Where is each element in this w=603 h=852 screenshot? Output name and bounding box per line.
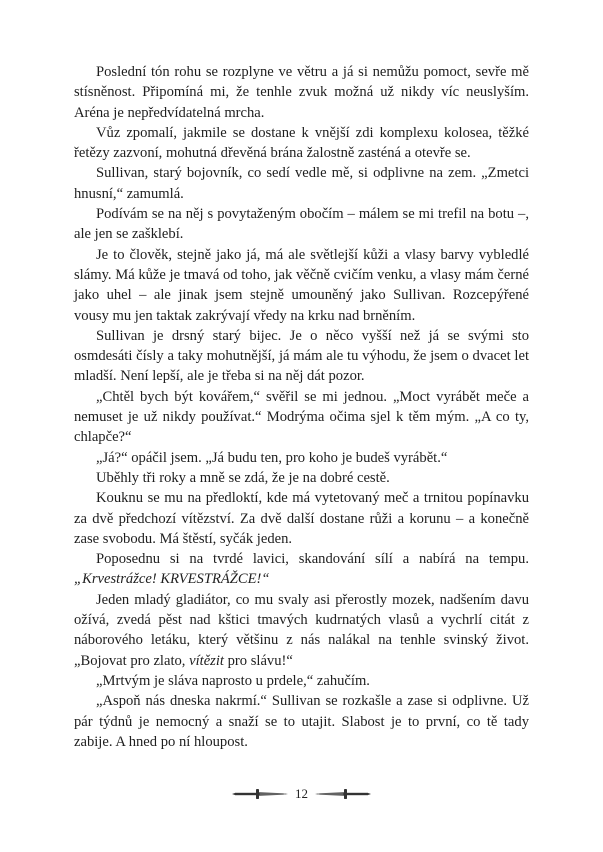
text-run: Kouknu se mu na předloktí, kde má vytetovaný meč a trnitou popínavku za dvě předchozí vítězství. Za dvě další dostane růži a korunu – a konečně zase svobodu. Má štěstí, syčák jeden. bbox=[74, 490, 529, 547]
text-run: Sullivan, starý bojovník, co sedí vedle mě, si odplivne na zem. „Zmetci hnusní,“ zamumlá. bbox=[74, 165, 529, 202]
page-number: 12 bbox=[295, 786, 308, 801]
text-run: Podívám se na něj s povytaženým obočím – málem se mi trefil na botu –, ale jen se zašklebí. bbox=[74, 206, 529, 243]
text-run: pro slávu!“ bbox=[223, 652, 293, 669]
italic-text-run: „Krvestrážce! KRVESTRÁŽCE!“ bbox=[74, 571, 270, 588]
paragraph bbox=[74, 123, 529, 164]
paragraph bbox=[74, 245, 529, 326]
text-run: Jeden mladý gladiátor, co mu svaly asi přerostly mozek, nadšením davu ožívá, zvedá pěst nad kštici tmavých kudrnatých vlasů a vychrlí citát z náborového letáku, který většinu z nás nalákal na tenhle svinský život. „Bojovat pro zlato, bbox=[74, 591, 529, 669]
sword-ornament-right-icon bbox=[314, 787, 372, 801]
paragraph bbox=[74, 549, 529, 590]
italic-text-run: vítězit bbox=[189, 652, 224, 669]
text-run: Uběhly tři roky a mně se zdá, že je na dobré cestě. bbox=[96, 469, 390, 486]
paragraph bbox=[74, 488, 529, 549]
paragraph bbox=[74, 671, 529, 691]
text-run: Je to člověk, stejně jako já, má ale světlejší kůži a vlasy barvy vybledlé slámy. Má kůže je tmavá od toho, jak věčně cvičím venku, a vlasy mám černé jako uhel – ale jinak jsem stejně umouněný jako Sullivan. Rozcepýřené vousy mu jen taktak zakrývají vředy na krku nad brněním. bbox=[74, 246, 529, 324]
paragraph bbox=[74, 590, 529, 671]
paragraph bbox=[74, 468, 529, 488]
text-run: Vůz zpomalí, jakmile se dostane k vnější zdi komplexu kolosea, těžké řetězy zazvoní, mohutná dřevěná brána žalostně zasténá a otevře se. bbox=[74, 124, 529, 162]
paragraph bbox=[74, 387, 529, 448]
paragraph bbox=[74, 691, 529, 752]
sword-ornament-left-icon bbox=[231, 787, 289, 801]
text-run: „Chtěl bych být kovářem,“ svěřil se mi jednou. „Moct vyrábět meče a nemuset je už nikdy používat.“ Modrýma očima sjel k těm mým. „A co ty, chlapče?“ bbox=[74, 388, 529, 446]
paragraph bbox=[74, 448, 529, 468]
paragraph bbox=[74, 326, 529, 387]
text-run: Poposednu si na tvrdé lavici, skandování sílí a nabírá na tempu. bbox=[96, 551, 529, 568]
paragraph bbox=[74, 163, 529, 204]
page-footer bbox=[0, 786, 603, 802]
text-run: „Já?“ opáčil jsem. „Já budu ten, pro koho je budeš vyrábět.“ bbox=[96, 449, 448, 466]
text-run: Sullivan je drsný starý bijec. Je o něco vyšší než já se svými sto osmdesáti čísly a taky mohutnější, já mám ale tu výhodu, že jsem o dvacet let mladší. Není lepší, ale je třeba si na něj dát pozor. bbox=[74, 327, 529, 385]
text-run: „Mrtvým je sláva naprosto u prdele,“ zahučím. bbox=[96, 672, 370, 689]
paragraph bbox=[74, 62, 529, 123]
text-run: „Aspoň nás dneska nakrmí.“ Sullivan se rozkašle a zase si odplivne. Už pár týdnů je nemocný a snaží se to utajit. Slabost je to první, co tě tady zabije. A hned po ní hloupost. bbox=[74, 693, 529, 750]
text-run: Poslední tón rohu se rozplyne ve větru a já si nemůžu pomoct, sevře mě stísněnost. Připomíná mi, že tenhle zvuk možná už nikdy víc neuslyším. Aréna je nepředvídatelná mrcha. bbox=[74, 64, 529, 121]
body-text bbox=[74, 62, 529, 752]
paragraph bbox=[74, 204, 529, 245]
